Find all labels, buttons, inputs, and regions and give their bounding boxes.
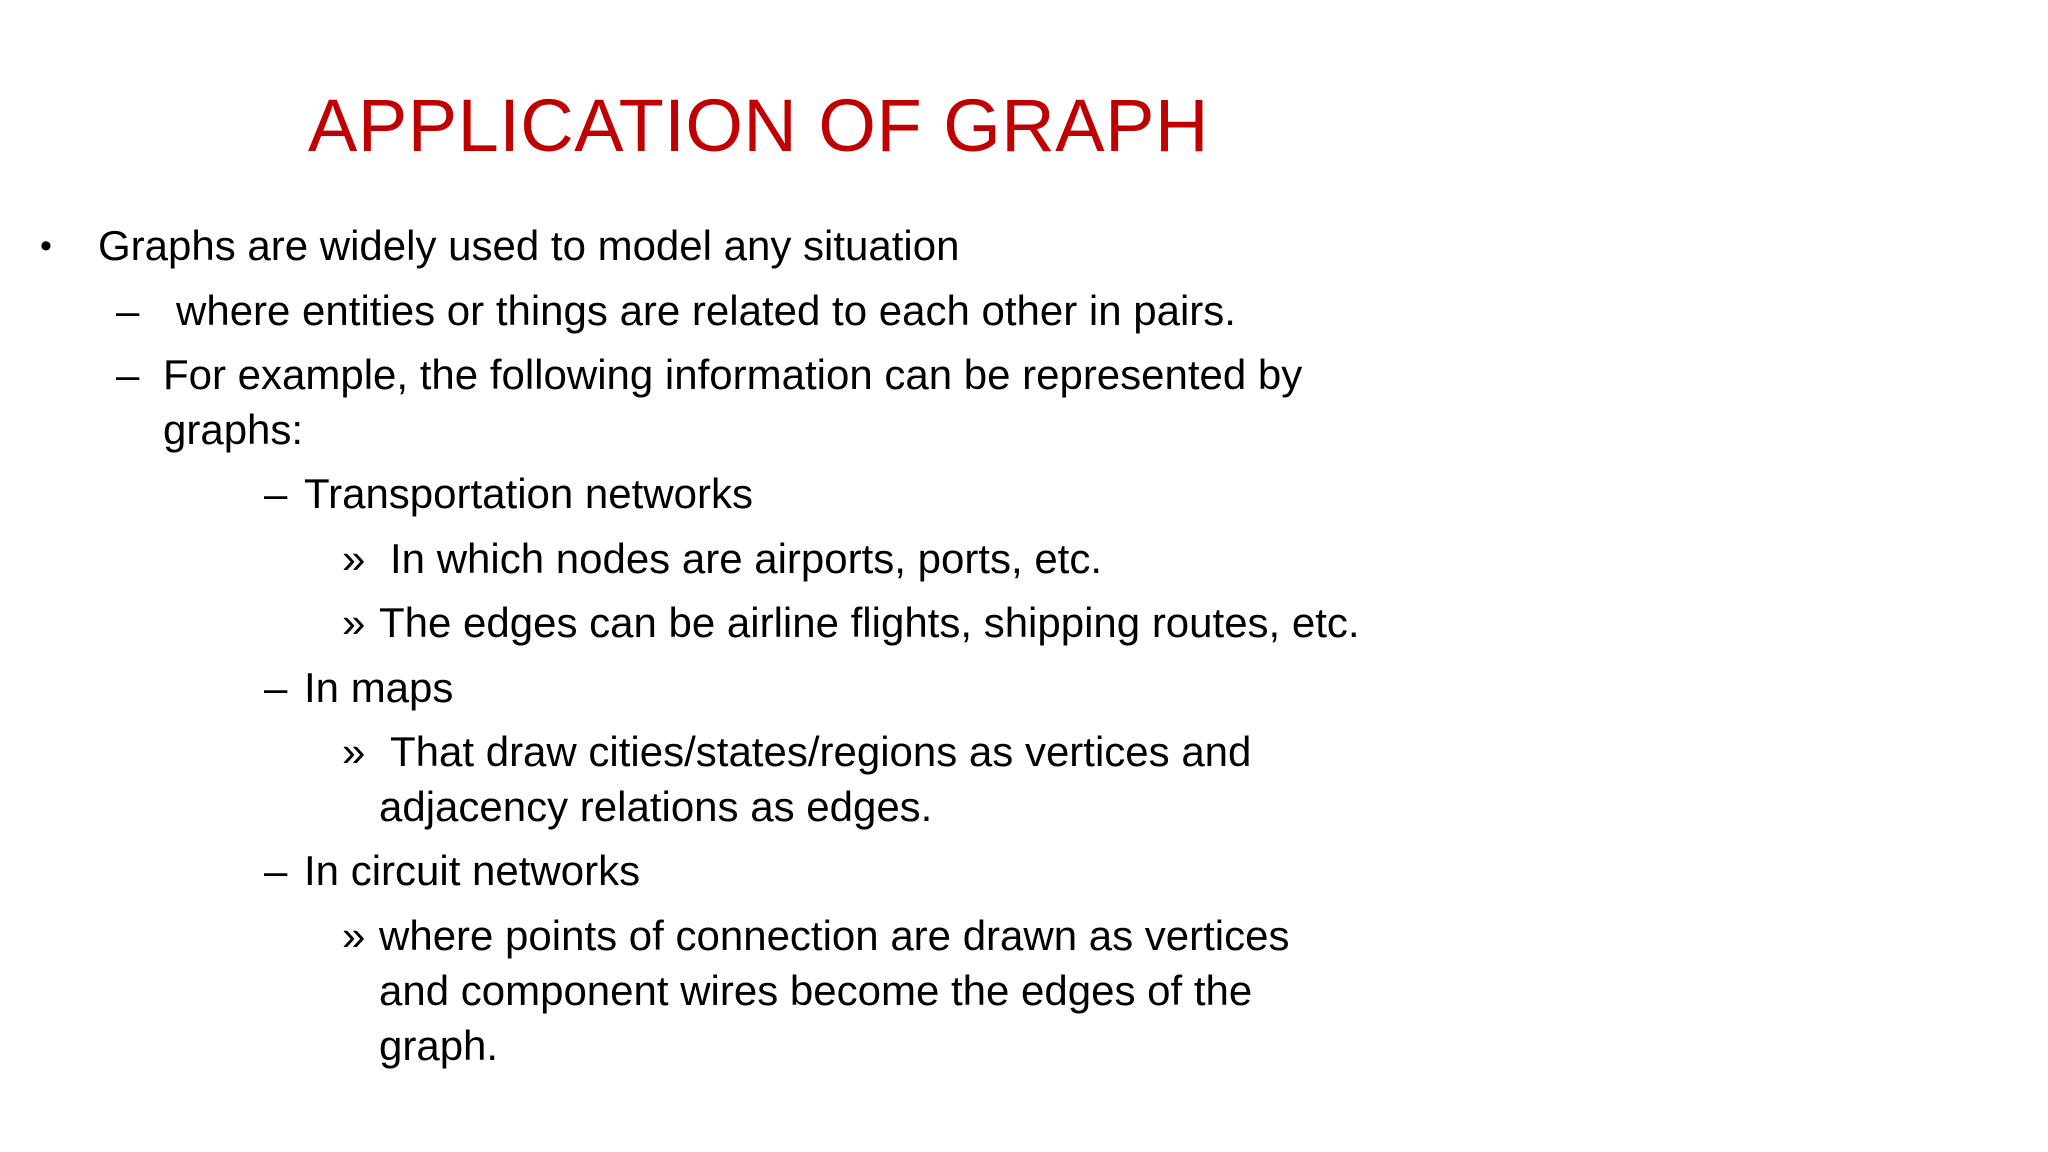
dash-marker: – xyxy=(264,470,288,517)
slide-title: APPLICATION OF GRAPH xyxy=(308,84,1209,167)
dash-marker: – xyxy=(264,664,288,711)
topic-text-maps: In maps xyxy=(304,664,454,711)
raquo-marker: » xyxy=(342,728,366,775)
raquo-marker: » xyxy=(342,535,366,582)
dash-marker: – xyxy=(116,287,140,334)
bullet-text: Graphs are widely used to model any situation xyxy=(98,222,960,269)
bullet-marker: • xyxy=(40,227,52,265)
detail-text-continued: adjacency relations as edges. xyxy=(379,783,933,830)
dash-marker: – xyxy=(264,847,288,894)
dash-marker: – xyxy=(116,351,140,398)
raquo-marker: » xyxy=(342,912,366,959)
detail-text-continued: graph. xyxy=(379,1022,499,1069)
sub-bullet-text-continued: graphs: xyxy=(163,406,304,453)
sub-bullet-text: For example, the following information can be represented by xyxy=(163,351,1303,398)
detail-text: That draw cities/states/regions as vertices and xyxy=(390,728,1252,775)
raquo-marker: » xyxy=(342,599,366,646)
detail-text-continued: and component wires become the edges of the xyxy=(379,967,1253,1014)
topic-text-circuit: In circuit networks xyxy=(304,847,641,894)
detail-text: where points of connection are drawn as vertices xyxy=(379,912,1290,959)
sub-bullet-text: where entities or things are related to each other in pairs. xyxy=(176,287,1236,334)
topic-text-transportation: Transportation networks xyxy=(304,470,753,517)
detail-text: The edges can be airline flights, shipping routes, etc. xyxy=(379,599,1360,646)
detail-text: In which nodes are airports, ports, etc. xyxy=(390,535,1103,582)
